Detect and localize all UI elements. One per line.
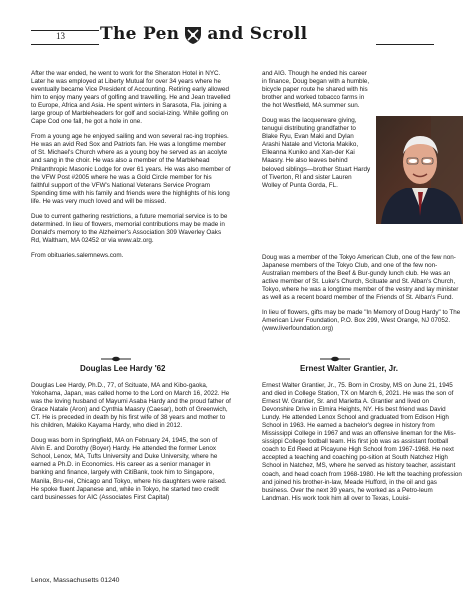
paragraph: In lieu of flowers, gifts may be made "In Memory of Doug Hardy" to The American Liver Foundation, P.O. Box 299, West Orange, NJ 07052. (www.liverfoundation.org) [262,309,461,333]
obituary-heading: Ernest Walter Grantier, Jr. [300,364,398,373]
obituary-grantier-body [262,382,462,510]
left-column [31,70,231,267]
right-column-lower [262,254,462,340]
masthead [0,0,463,46]
paragraph: After the war ended, he went to work for the Sheraton Hotel in NYC. Later he was employed at Liberty Mutual for over 34 years where he eventually became Vice President of Accounting. Retiring early allowed him to enjoy many years of golfing and travelling. He and Jean travelled to Europe, Africa and Asia. He spent winters in Sarasota, Fla. joining a large group of Marbleheaders for golf and social-izing. While golfing on Cape Cod one fall, he got a hole in one. [31,70,231,126]
title-left: The Pen [100,24,180,44]
section-divider-icon [320,350,350,358]
page-number: 13 [56,31,65,41]
paragraph: From obituaries.salemnews.com. [31,251,124,259]
paragraph: and AIG. Though he ended his career in finance, Doug began with a humble, bicycle paper route he shared with his brother and worked tobacco farms in the hot Westfield, MA summer sun. [262,70,370,110]
paragraph: Douglas Lee Hardy, Ph.D., 77, of Scituate, MA and Kibo-gaoka, Yokohama, Japan, was called home to the Lord on March 16, 2022. He was the loving husband of Mayumi Asaba Hardy and the proud father of Grace Natale (Aron) and Cynthia Maasry (Caesar), both of Greenwich, CT. He is preceded in death by his first wife of 38 years and mother to his children, Makiko Kayama Hardy, who died in 2012. [31,382,231,430]
paragraph: Doug was the lacquerware giving, tenugui distributing grandfather to Blake Ryu, Evan Maki and Dylan Arashi Natale and Victoria Makiko, Elleanna Kuniko and Xan-der Kai Maasry. He also leaves behind beloved siblings—brother Stuart Hardy of Tiverton, RI and sister Lauren Wolley of Punta Gorda, FL. [262,117,371,189]
paragraph: Due to current gathering restrictions, a future memorial service is to be determined. In lieu of flowers, memorial contributions may be made in Donald's memory to the Alzheimer's Association 309 Waverley Oaks Rd, Waltham, MA 02452 or via www.alz.org. [31,212,228,244]
portrait-photo [376,116,463,224]
publication-title [100,24,420,45]
paragraph: From a young age he enjoyed sailing and won several rac-ing trophies. He was an avid Red Sox and Patriots fan. He was a longtime member of St. Michael's Church where as a young boy he served as an acolyte and sang in the choir. He was also a member of the Marblehead Philanthropic Masonic Lodge for over 61 years. He was also member of the VFW Post #2005 where he was a Gold Circle member for his faithful support of the VFW's National Veterans Service Program Spending time with his family and friends were the highlights of his long life. He was very much loved and will be missed. [31,133,231,205]
paragraph: Doug was born in Springfield, MA on February 24, 1945, the son of Alvin E. and Dorothy (Boyer) Hardy. He attended the former Lenox School, Lenox, MA, Tufts University and Duke University, where he earned a Ph.D. in Economics. His career as a senior manager in banking and finance, largely with CitiBank, took him to Singapore, Manila, Bru-nei, Chicago and Tokyo, where his daughters were raised. He spoke fluent Japanese and, while in Tokyo, he started two credit card businesses for AIC (Associates First Capital) [31,437,227,501]
obituary-heading: Douglas Lee Hardy '62 [80,364,166,373]
paragraph: Ernest Walter Grantier, Jr., 75. Born in Crosby, MS on June 21, 1945 and died in College Station, TX on March 6, 2021. He was the son of Ernest W. Grantier, Sr. and Marietta A. Grantier and lived on Devonshire Drive in Elmira Heights, NY. His best friend was David Lundy. He attended Lenox School and graduated from Edison High School in 1963. He earned a bachelor's degree in history from Mississippi College in 1967 and was an offensive lineman for the Mis-sissippi College football team. His first job was as assistant football coach to Ed Reed at Picayune High School from 1967-1968. He next accepted a teaching and coaching po-sition at South Natchez High School in Natchez, MS, where he served as history teacher, assistant coach, and head coach from 1968-1980. He left the teaching profession and joined his brother-in-law, Meade Hufford, in the oil and gas business. Over the next 39 years, he worked as a Petro-leum Landman. His work took him all over to Texas, Louisi- [262,382,462,502]
masthead-rule-left [31,30,99,31]
section-divider-icon [101,350,131,358]
title-right: and Scroll [207,24,308,44]
masthead-rule-left [31,44,99,45]
obituary-hardy-body [31,382,231,509]
paragraph: Doug was a member of the Tokyo American Club, one of the few non-Japanese members of the Tokyo Club, and one of the few non-Australian members of the Beef & Bur-gundy lunch club. He was an active member of St. Luke's Church, Scituate and St. Alban's Church, Tokyo, where he was a longtime member of the vestry and lay minister as well as a recent board member of the Friends of St. Alban's Fund. [262,254,459,302]
crest-icon [182,25,204,45]
page-footer: Lenox, Massachusetts 01240 [31,577,120,584]
